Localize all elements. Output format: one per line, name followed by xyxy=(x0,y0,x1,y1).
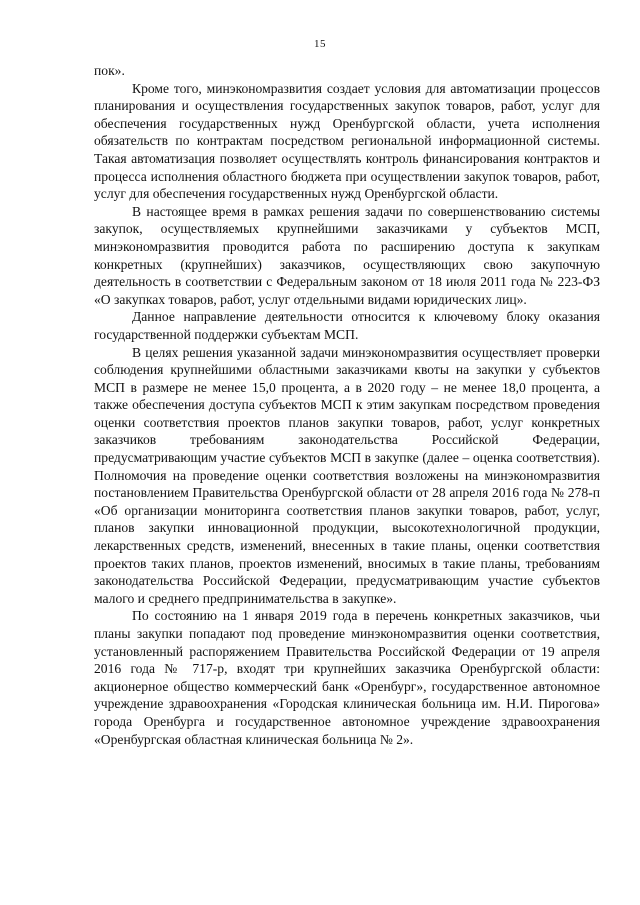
paragraph-procurement-access: В настоящее время в рамках решения задачи по совершенствованию системы закупок, осуществляемых крупнейшими заказчиками у субъектов МСП, минэкономразвития проводится работа по расширению доступа к закупкам конкретных (крупнейших) заказчиков, осуществляющих свою закупочную деятельность в соответствии с Федеральным законом от 18 июля 2011 года № 223-ФЗ «О закупках товаров, работ, услуг отдельными видами юридических лиц». xyxy=(94,203,600,307)
paragraph-quota-checks: В целях решения указанной задачи минэкономразвития осуществляет проверки соблюдения крупнейшими областными заказчиками квоты на закупки у субъектов МСП в размере не менее 15,0 процента, а в 2020 году – не менее 18,0 процента, а также обеспечения доступа субъектов МСП к этим закупкам посредством проведения оценки соответствия проектов планов закупки товаров, работ, услуг конкретных заказчиков требованиям законодательства Российской Федерации, предусматривающим участие субъектов МСП в закупке (далее – оценка соответствия). Полномочия на проведение оценки соответствия возложены на минэкономразвития постановлением Правительства Оренбургской области от 28 апреля 2016 года № 278-п «Об организации мониторинга соответствия планов закупки товаров, работ, услуг, планов закупки инновационной продукции, высокотехнологичной продукции, лекарственных средств, изменений, внесенных в такие планы, оценки соответствия проектов таких планов, проектов изменений, вносимых в такие планы, требованиям законодательства Российской Федерации, предусматривающим участие субъектов малого и среднего предпринимательства в закупке». xyxy=(94,344,600,606)
paragraph-continuation: пок». xyxy=(94,63,125,78)
page-number: 15 xyxy=(314,38,326,50)
paragraph-customers-list: По состоянию на 1 января 2019 года в перечень конкретных заказчиков, чьи планы закупки попадают под проведение минэкономразвития оценки соответствия, установленный распоряжением Правительства Российской Федерации от 19 апреля 2016 года № 717-р, входят три крупнейших заказчика Оренбургской области: акционерное общество коммерческий банк «Оренбург», государственное автономное учреждение здравоохранения «Городская клиническая больница им. Н.И. Пирогова» города Оренбурга и государственное автономное учреждение здравоохранения «Оренбургская областная клиническая больница № 2». xyxy=(94,608,600,747)
paragraph-automation: Кроме того, минэкономразвития создает условия для автоматизации процессов планирования и осуществления государственных закупок товаров, работ, услуг для обеспечения государственных нужд Оренбургской области, учета исполнения обязательств по контрактам посредством региональной информационной системы. Такая автоматизация позволяет осуществлять контроль финансирования контрактов и процесса исполнения областного бюджета при осуществлении закупок товаров, работ, услуг для обеспечения государственных нужд Оренбургской области. xyxy=(94,80,600,202)
document-body xyxy=(94,62,600,748)
paragraph-support-block: Данное направление деятельности относится к ключевому блоку оказания государственной поддержки субъектам МСП. xyxy=(94,309,600,342)
